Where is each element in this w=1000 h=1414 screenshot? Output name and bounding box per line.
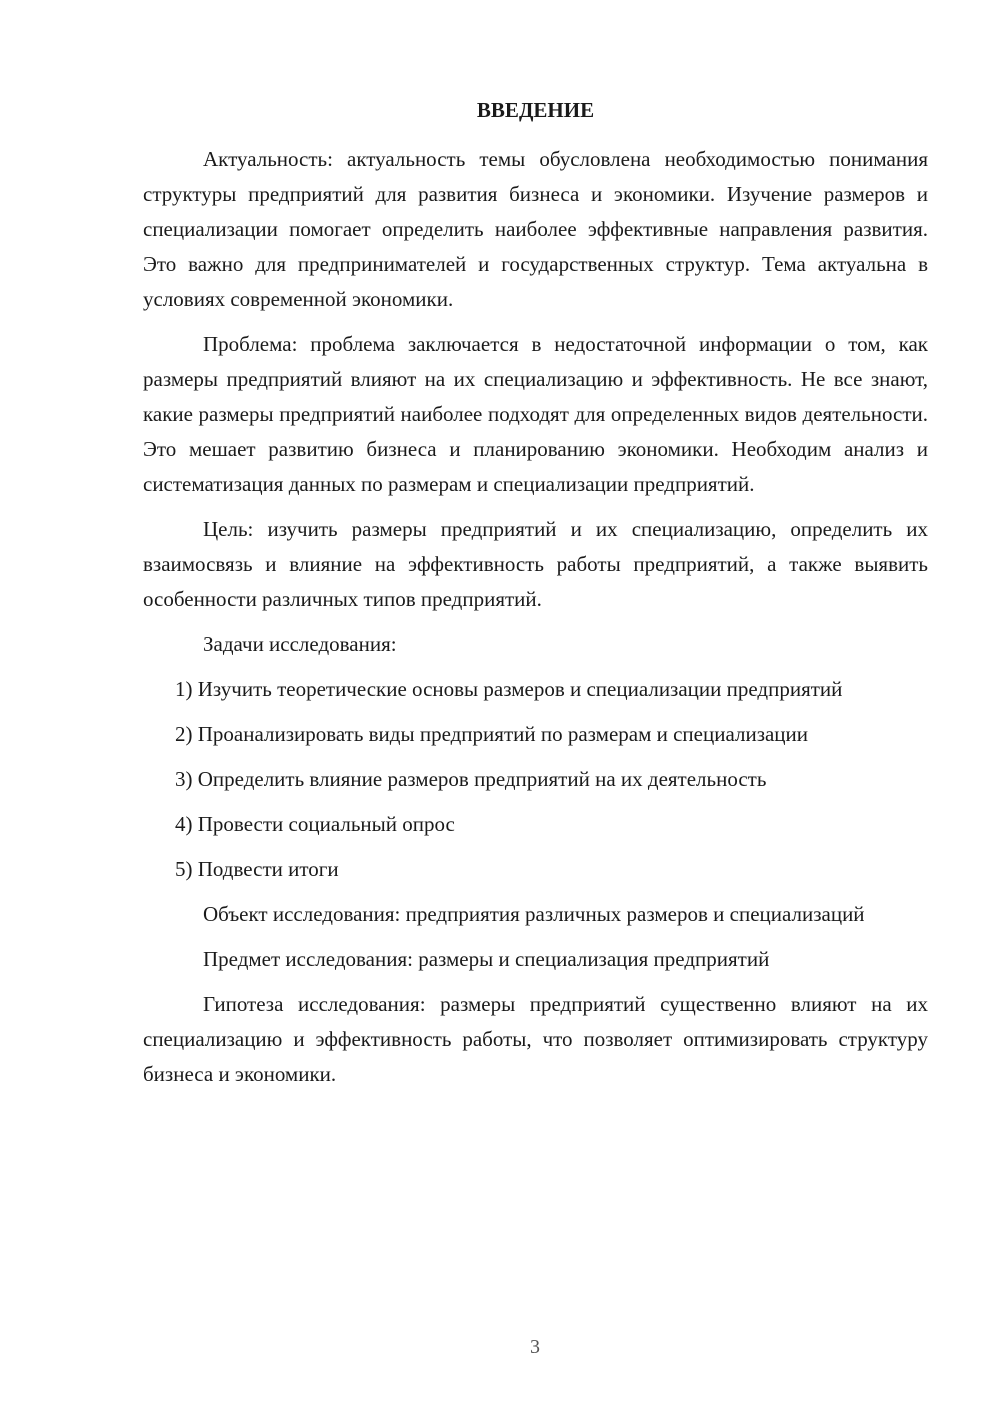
page-title: ВВЕДЕНИЕ <box>476 98 595 122</box>
task-item-2: 2) Проанализировать виды предприятий по размерам и специализации <box>175 722 809 746</box>
tasks-heading: Задачи исследования: <box>203 632 397 656</box>
task-item-5: 5) Подвести итоги <box>175 857 339 881</box>
subject-paragraph: Предмет исследования: размеры и специализация предприятий <box>203 947 770 971</box>
problem-paragraph: Проблема: проблема заключается в недостаточной информации о том, как размеры предприятий влияют на их специализацию и эффективность. Не все знают, какие размеры предприятий наиболее подходят для определенных видов деятельности. Это мешает развитию бизнеса и планированию экономики. Необходим анализ и систематизация данных по размерам и специализации предприятий. <box>143 332 928 496</box>
task-item-4: 4) Провести социальный опрос <box>175 812 455 836</box>
hypothesis-paragraph: Гипотеза исследования: размеры предприятий существенно влияют на их специализацию и эффективность работы, что позволяет оптимизировать структуру бизнеса и экономики. <box>143 992 928 1086</box>
goal-paragraph: Цель: изучить размеры предприятий и их специализацию, определить их взаимосвязь и влияние на эффективность работы предприятий, а также выявить особенности различных типов предприятий. <box>143 517 928 611</box>
relevance-paragraph: Актуальность: актуальность темы обусловлена необходимостью понимания структуры предприятий для развития бизнеса и экономики. Изучение размеров и специализации помогает определить наиболее эффективные направления развития. Это важно для предпринимателей и государственных структур. Тема актуальна в условиях современной экономики. <box>143 147 928 311</box>
task-item-1: 1) Изучить теоретические основы размеров и специализации предприятий <box>175 677 843 701</box>
page-number: 3 <box>530 1336 540 1358</box>
object-paragraph: Объект исследования: предприятия различных размеров и специализаций <box>203 902 865 926</box>
page-body <box>143 96 928 1102</box>
task-item-3: 3) Определить влияние размеров предприятий на их деятельность <box>175 767 767 791</box>
